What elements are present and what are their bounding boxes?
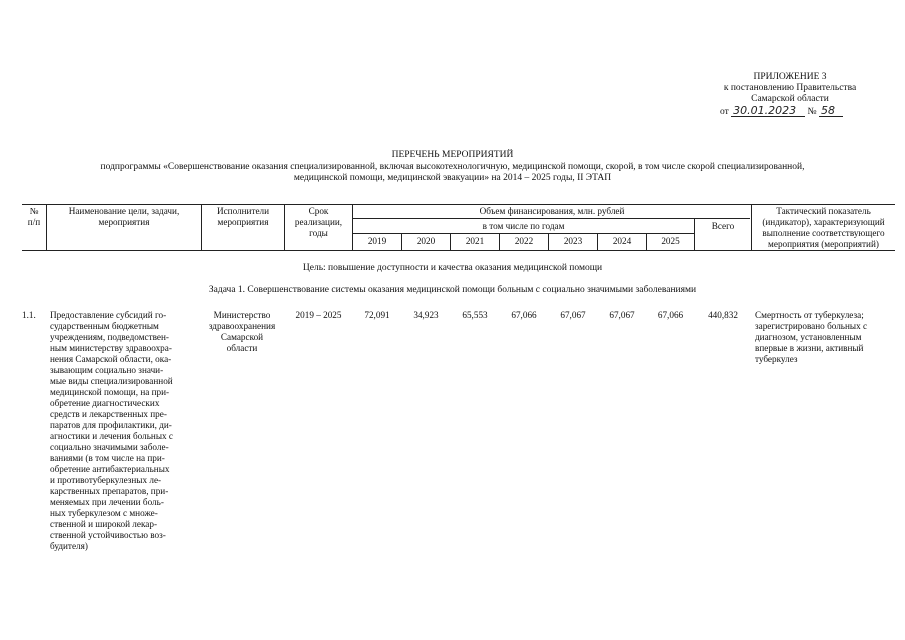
row-value: 72,091 — [364, 310, 390, 320]
appendix-date-line — [700, 105, 880, 118]
row-name-line: и противотуберкулезных ле- — [50, 475, 162, 485]
header-no — [22, 206, 46, 228]
years-line — [352, 233, 694, 234]
row-name-line: карственных препаратов, при- — [50, 486, 169, 496]
heading-line-2: медицинской помощи, медицинской эвакуации» на 2014 – 2025 годы, II ЭТАП — [293, 173, 612, 183]
header-text: выполнение соответствующего — [762, 228, 885, 238]
row-name-line: средств и лекарственных пре- — [50, 409, 167, 419]
appendix-line-2: Самарской области — [751, 94, 829, 104]
row-name-line: ваниями (в том числе на при- — [50, 453, 165, 463]
row-name-line: ных туберкулезом с множе- — [50, 508, 158, 518]
row-value: 67,066 — [511, 310, 537, 320]
appendix-title: ПРИЛОЖЕНИЕ 3 — [753, 72, 827, 82]
row-name-line: мые виды специализированной — [50, 376, 173, 386]
row-name-line: ным министерству здравоохра- — [50, 343, 172, 353]
header-text: Исполнители — [216, 206, 270, 216]
row-name-line: меняемых при лечении боль- — [50, 497, 164, 507]
header-text: п/п — [27, 217, 41, 227]
row-value: 67,066 — [657, 310, 684, 320]
row-name-line: будителя) — [50, 541, 88, 551]
header-year: 2024 — [612, 236, 632, 246]
table-top-line — [22, 204, 895, 205]
header-indicator — [752, 206, 895, 250]
row-name — [50, 310, 197, 552]
row-executor — [200, 310, 284, 354]
handwritten-number: 58 — [819, 105, 843, 117]
header-year: 2022 — [514, 236, 534, 246]
row-name-line: ственной и широкой лекар- — [50, 519, 158, 529]
row-name-line: обретение диагностических — [50, 398, 160, 408]
row-indicator-line: зарегистрировано больных с — [755, 321, 868, 331]
header-year: 2025 — [661, 236, 680, 246]
document-heading — [0, 150, 905, 185]
row-total: 440,832 — [708, 310, 738, 320]
header-text: (индикатор), характеризующий — [762, 217, 885, 227]
header-year: 2020 — [416, 236, 436, 246]
row-name-line: социально значимыми заболе- — [50, 442, 169, 452]
row-name-line: зывающим социально значи- — [50, 365, 164, 375]
row-executor-line: Министерство — [213, 310, 271, 320]
row-name-line: учреждениям, подведомствен- — [50, 332, 169, 342]
header-executor — [202, 206, 284, 228]
fin-sub-line — [352, 218, 750, 219]
row-name-line: нения Самарской области, ока- — [50, 354, 172, 364]
row-indicator-line: диагнозом, установленным — [755, 332, 862, 342]
table-bottom-line — [22, 250, 895, 251]
handwritten-date: 30.01.2023 — [731, 105, 805, 117]
goal-text: Цель: повышение доступности и качества оказания медицинской помощи — [302, 263, 603, 273]
from-label: от — [720, 107, 729, 117]
header-text: годы — [309, 228, 328, 238]
row-value: 67,067 — [609, 310, 635, 320]
row-number: 1.1. — [22, 310, 36, 320]
header-text: мероприятия (мероприятий) — [768, 239, 879, 249]
header-text: Наименование цели, задачи, — [68, 206, 180, 216]
header-total: Всего — [711, 221, 735, 231]
row-value: 65,553 — [462, 310, 488, 320]
row-name-line: агностики и лечения больных с — [50, 431, 173, 441]
header-name — [47, 206, 201, 228]
row-indicator-line: Смертность от туберкулеза; — [755, 310, 864, 320]
row-executor-line: здравоохранения — [208, 321, 276, 331]
row-indicator — [755, 310, 895, 365]
header-text: мероприятия — [217, 217, 269, 227]
header-term — [285, 206, 352, 239]
row-name-line: медицинской помощи, на при- — [50, 387, 170, 397]
row-name-line: паратов для профилактики, ди- — [50, 420, 172, 430]
header-financing: Объем финансирования, млн. рублей — [479, 206, 625, 216]
header-fin-sub: в том числе по годам — [482, 221, 565, 231]
appendix-line-1: к постановлению Правительства — [723, 83, 857, 93]
header-text: № — [29, 206, 39, 216]
row-term: 2019 – 2025 — [295, 310, 342, 320]
header-year: 2021 — [465, 236, 485, 246]
header-text: Срок — [308, 206, 329, 216]
appendix-block — [700, 72, 880, 118]
row-name-line: сударственным бюджетным — [50, 321, 159, 331]
row-name-line: обретение антибактериальных — [50, 464, 170, 474]
header-text: мероприятия — [98, 217, 150, 227]
row-value: 67,067 — [560, 310, 586, 320]
row-indicator-line: впервые в жизни, активный — [755, 343, 864, 353]
row-value: 34,923 — [413, 310, 439, 320]
header-year: 2023 — [563, 236, 583, 246]
task-text: Задача 1. Совершенствование системы оказания медицинской помощи больным с социально значимыми заболеваниями — [208, 285, 697, 295]
row-indicator-line: туберкулез — [755, 354, 798, 364]
header-text: реализации, — [294, 217, 343, 227]
heading-line-1: подпрограммы «Совершенствование оказания специализированной, включая высокотехнологичную, медицинской помощи, скорой, в том числе скорой специализированной, — [100, 161, 805, 172]
number-label: № — [807, 107, 817, 117]
heading-title: ПЕРЕЧЕНЬ МЕРОПРИЯТИЙ — [391, 150, 514, 160]
row-executor-line: Самарской — [220, 332, 264, 342]
row-executor-line: области — [226, 343, 258, 353]
header-year: 2019 — [367, 236, 387, 246]
header-text: Тактический показатель — [776, 206, 871, 216]
row-name-line: Предоставление субсидий го- — [50, 310, 167, 320]
row-name-line: ственной устойчивостью воз- — [50, 530, 166, 540]
